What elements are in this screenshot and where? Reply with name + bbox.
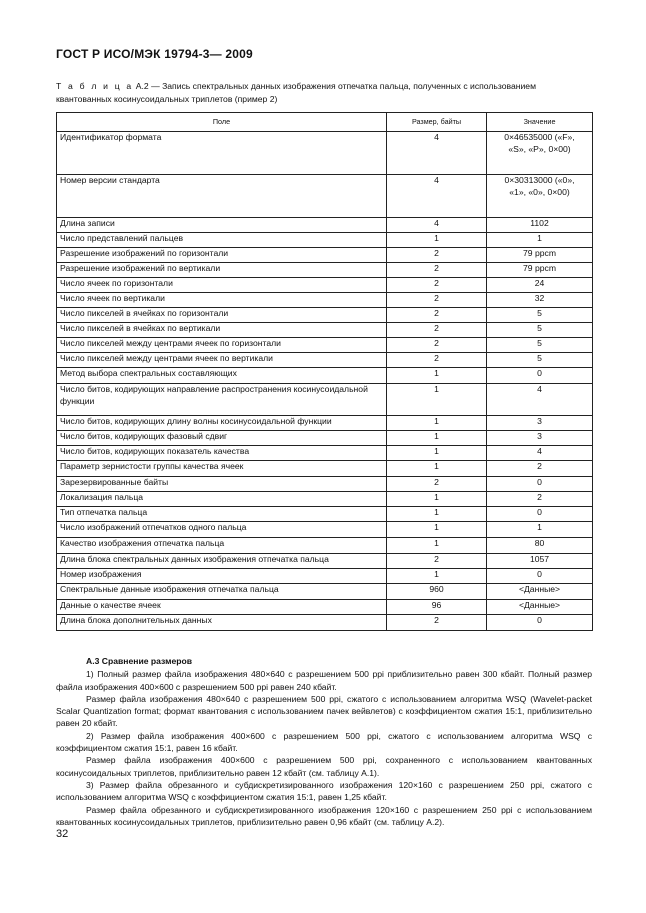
table-row: [57, 308, 593, 323]
cell-field: Тип отпечатка пальца: [57, 507, 387, 522]
cell-value: <Данные>: [487, 600, 593, 615]
paragraph: 3) Размер файла обрезанного и субдискретизированного изображения 120×160 с разрешением 250 ppi, сжатого с использованием алгоритма WSQ с коэффициентом сжатия 15:1, равен 1,25 кбайт.: [56, 779, 592, 803]
cell-size: 4: [387, 218, 487, 233]
paragraph: Размер файла изображения 400×600 с разрешением 500 ppi, сохраненного с использованием квантованных косинусоидальных триплетов, приблизительно равен 12 кбайт (см. таблицу А.1).: [56, 755, 592, 778]
table-row: [57, 248, 593, 263]
cell-field: Длина блока спектральных данных изображения отпечатка пальца: [57, 554, 387, 569]
cell-size: 1: [387, 446, 487, 461]
cell-size: 1: [387, 507, 487, 522]
cell-size: 2: [387, 263, 487, 278]
table-row: [57, 384, 593, 416]
section-body: [56, 655, 592, 828]
cell-field: Число битов, кодирующих фазовый сдвиг: [57, 431, 387, 446]
table-row: [57, 554, 593, 569]
cell-field: Номер версии стандарта: [57, 175, 387, 218]
table-row: [57, 507, 593, 522]
cell-field: Число пикселей в ячейках по вертикали: [57, 323, 387, 338]
cell-value: 1057: [487, 554, 593, 569]
cell-field: Число изображений отпечатков одного пальца: [57, 522, 387, 538]
table-row: [57, 278, 593, 293]
cell-size: 1: [387, 233, 487, 248]
table-row: [57, 368, 593, 384]
cell-field: Данные о качестве ячеек: [57, 600, 387, 615]
table-row: [57, 461, 593, 477]
table-row: [57, 416, 593, 431]
paragraph: 2) Размер файла изображения 400×600 с разрешением 500 ppi, сжатого с использованием алгоритма WSQ с коэффициентом сжатия 15:1, равен 16 кбайт.: [56, 730, 592, 754]
cell-value: 5: [487, 308, 593, 323]
cell-field: Спектральные данные изображения отпечатка пальца: [57, 584, 387, 600]
cell-size: 1: [387, 569, 487, 584]
cell-size: 960: [387, 584, 487, 600]
cell-size: 1: [387, 368, 487, 384]
cell-value: 0×30313000 («0», «1», «0», 0×00): [487, 175, 593, 218]
cell-field: Число пикселей в ячейках по горизонтали: [57, 308, 387, 323]
cell-size: 2: [387, 323, 487, 338]
cell-size: 96: [387, 600, 487, 615]
cell-value: 32: [487, 293, 593, 308]
cell-value: 1: [487, 233, 593, 248]
cell-size: 2: [387, 615, 487, 631]
cell-field: Число битов, кодирующих показатель качества: [57, 446, 387, 461]
cell-field: Параметр зернистости группы качества ячеек: [57, 461, 387, 477]
cell-value: 4: [487, 384, 593, 416]
cell-size: 2: [387, 353, 487, 368]
table-caption: [56, 80, 592, 106]
table-row: [57, 569, 593, 584]
cell-field: Разрешение изображений по горизонтали: [57, 248, 387, 263]
table-row: [57, 600, 593, 615]
cell-field: Номер изображения: [57, 569, 387, 584]
cell-value: 3: [487, 431, 593, 446]
cell-field: Разрешение изображений по вертикали: [57, 263, 387, 278]
cell-size: 1: [387, 492, 487, 507]
document-header: ГОСТ Р ИСО/МЭК 19794-3— 2009: [56, 47, 253, 61]
cell-value: 79 ppcm: [487, 263, 593, 278]
paragraph: 1) Полный размер файла изображения 480×640 с разрешением 500 ppi приблизительно равен 300 кбайт. Полный размер файла изображения 400×600 с разрешением 500 ppi равен 240 кбайт.: [56, 669, 592, 692]
cell-field: Число битов, кодирующих направление распространения косинусоидальной функции: [57, 384, 387, 416]
cell-size: 4: [387, 175, 487, 218]
paragraph: Размер файла обрезанного и субдискретизированного изображения 120×160 с разрешением 250 ppi с использованием квантованных косинусоидальных триплетов, приблизительно равен 0,96 кбайт (см. таблицу А.2).: [56, 804, 592, 827]
table-row: [57, 522, 593, 538]
cell-field: Идентификатор формата: [57, 132, 387, 175]
column-header-value: Значение: [487, 113, 593, 132]
cell-size: 1: [387, 461, 487, 477]
cell-value: 0: [487, 569, 593, 584]
section-heading: А.3 Сравнение размеров: [86, 656, 192, 666]
table-row: [57, 323, 593, 338]
cell-value: 4: [487, 446, 593, 461]
cell-size: 2: [387, 278, 487, 293]
table-row: [57, 584, 593, 600]
cell-value: 0: [487, 507, 593, 522]
cell-size: 2: [387, 477, 487, 492]
cell-field: Локализация пальца: [57, 492, 387, 507]
cell-value: 1: [487, 522, 593, 538]
cell-size: 2: [387, 248, 487, 263]
table-row: [57, 615, 593, 631]
cell-size: 2: [387, 308, 487, 323]
table-header-row: [57, 113, 593, 132]
cell-value: 0×46535000 («F», «S», «P», 0×00): [487, 132, 593, 175]
cell-size: 1: [387, 522, 487, 538]
cell-field: Зарезервированные байты: [57, 477, 387, 492]
paragraph: Размер файла изображения 480×640 с разрешением 500 ppi, сжатого с использованием алгоритма WSQ (Wavelet-packet Scalar Quantization format; формат квантования с использованием пачек вейвлетов) с коэффициентом сжатия 15:1, приблизительно равен 20 кбайт.: [56, 693, 592, 729]
table-row: [57, 338, 593, 353]
cell-value: 5: [487, 353, 593, 368]
table-caption-text: А.2 — Запись спектральных данных изображения отпечатка пальца, полученных с использованием квантованных косинусоидальных триплетов (пример 2): [56, 81, 536, 104]
cell-size: 1: [387, 538, 487, 554]
column-header-size: Размер, байты: [387, 113, 487, 132]
table-row: [57, 293, 593, 308]
cell-size: 1: [387, 384, 487, 416]
cell-size: 2: [387, 293, 487, 308]
table-row: [57, 431, 593, 446]
cell-value: 2: [487, 492, 593, 507]
table-row: [57, 446, 593, 461]
column-header-field: Поле: [57, 113, 387, 132]
cell-value: 0: [487, 477, 593, 492]
cell-field: Метод выбора спектральных составляющих: [57, 368, 387, 384]
cell-value: 3: [487, 416, 593, 431]
cell-field: Число ячеек по горизонтали: [57, 278, 387, 293]
cell-value: <Данные>: [487, 584, 593, 600]
cell-field: Число пикселей между центрами ячеек по горизонтали: [57, 338, 387, 353]
cell-value: 5: [487, 338, 593, 353]
table-row: [57, 538, 593, 554]
cell-value: 1102: [487, 218, 593, 233]
cell-size: 4: [387, 132, 487, 175]
page-number: 32: [56, 828, 69, 840]
table-row: [57, 477, 593, 492]
cell-field: Число пикселей между центрами ячеек по вертикали: [57, 353, 387, 368]
data-table: [56, 112, 593, 631]
cell-field: Число представлений пальцев: [57, 233, 387, 248]
cell-value: 5: [487, 323, 593, 338]
table-caption-label: Т а б л и ц а: [56, 81, 134, 91]
cell-value: 0: [487, 368, 593, 384]
cell-field: Число ячеек по вертикали: [57, 293, 387, 308]
table-row: [57, 263, 593, 278]
cell-size: 2: [387, 554, 487, 569]
cell-value: 80: [487, 538, 593, 554]
cell-value: 24: [487, 278, 593, 293]
cell-value: 79 ppcm: [487, 248, 593, 263]
table-row: [57, 492, 593, 507]
cell-field: Длина блока дополнительных данных: [57, 615, 387, 631]
table-row: [57, 233, 593, 248]
table-row: [57, 132, 593, 175]
cell-field: Качество изображения отпечатка пальца: [57, 538, 387, 554]
table-row: [57, 218, 593, 233]
cell-field: Число битов, кодирующих длину волны косинусоидальной функции: [57, 416, 387, 431]
cell-size: 2: [387, 338, 487, 353]
table-row: [57, 175, 593, 218]
cell-field: Длина записи: [57, 218, 387, 233]
cell-value: 0: [487, 615, 593, 631]
table-row: [57, 353, 593, 368]
cell-value: 2: [487, 461, 593, 477]
cell-size: 1: [387, 416, 487, 431]
cell-size: 1: [387, 431, 487, 446]
